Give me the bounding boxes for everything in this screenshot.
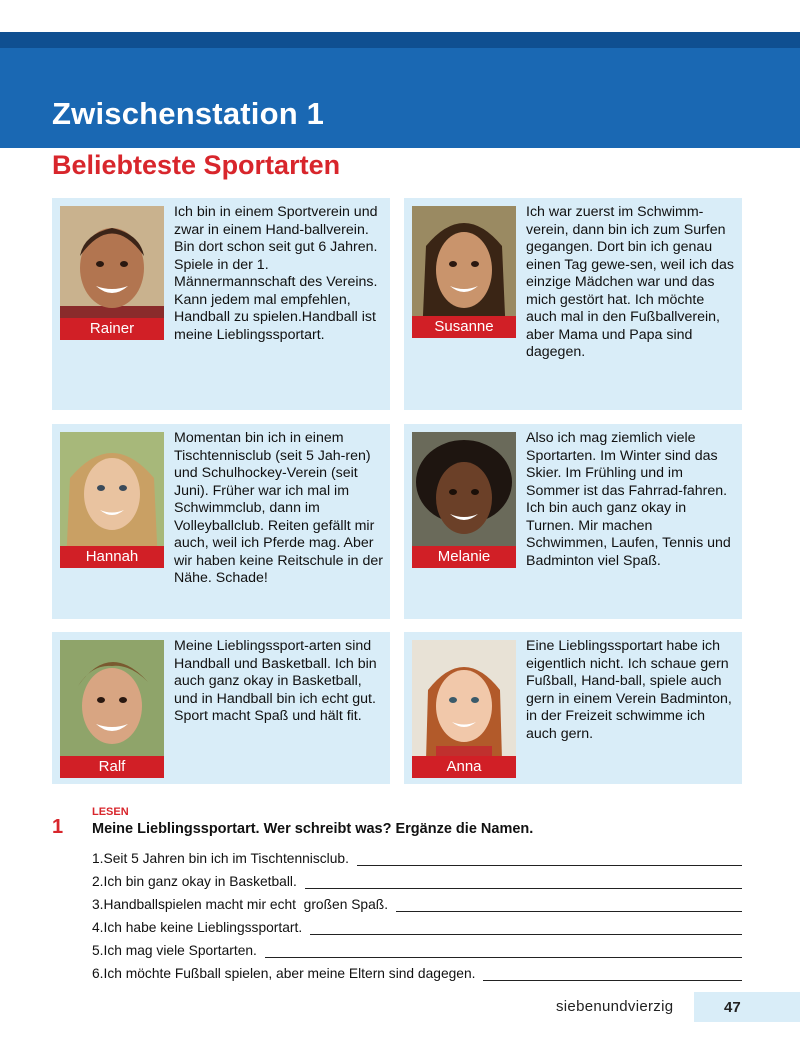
card-text: Also ich mag ziemlich viele Sportarten. Im Winter sind das Skier. Im Frühling und im Sommer ist das Fahrrad-fahren. Ich bin auch ganz okay in Turnen. Mir machen Schwimmen, Laufen, Tennis und Badminton viel Spaß. [526, 430, 731, 569]
chapter-title: Zwischenstation 1 [52, 96, 325, 131]
header-top-edge [0, 32, 800, 48]
page-number-word: siebenundvierzig [556, 998, 674, 1015]
exercise-item [92, 938, 742, 958]
portrait-photo [60, 432, 164, 564]
item-number: 2. [92, 874, 104, 889]
portrait-photo [412, 432, 516, 564]
item-sentence: Ich habe keine Lieblingssportart. [103, 920, 303, 935]
exercise-item [92, 869, 742, 889]
profile-card-hannah [52, 424, 390, 619]
name-tag: Ralf [60, 756, 164, 778]
name-tag: Hannah [60, 546, 164, 568]
name-tag: Rainer [60, 318, 164, 340]
card-text: Momentan bin ich in einem Tischtennisclub (seit 5 Jah-ren) und Schulhockey-Verein (seit Juni). Früher war ich mal im Schwimmclub, dann im Volleyballclub. Reiten gefällt mir auch, weil ich Pferde mag. Aber wir haben keine Reitschule in der Nähe. Schade! [174, 430, 383, 586]
exercise-skill-label: LESEN [92, 806, 129, 818]
exercise-item [92, 961, 742, 981]
page-number: 47 [724, 999, 741, 1016]
name-tag: Anna [412, 756, 516, 778]
card-text: Ich bin in einem Sportverein und zwar in einem Hand-ballverein. Bin dort schon seit gut 6 Jahren. Spiele in der 1. Männermannschaft des Vereins. Kann jedem mal empfehlen, Handball zu spielen.Handball ist meine Lieblingssportart. [174, 204, 378, 343]
exercise-item [92, 892, 742, 912]
item-number: 1. [92, 851, 104, 866]
item-sentence: Ich möchte Fußball spielen, aber meine Eltern sind dagegen. [103, 966, 476, 981]
name-tag: Susanne [412, 316, 516, 338]
answer-blank[interactable] [305, 875, 742, 889]
answer-blank[interactable] [483, 967, 742, 981]
exercise-number: 1 [52, 816, 64, 838]
item-sentence: Ich mag viele Sportarten. [103, 943, 257, 958]
name-tag: Melanie [412, 546, 516, 568]
portrait-photo [412, 640, 516, 772]
exercise-item [92, 915, 742, 935]
exercise-item [92, 846, 742, 866]
item-number: 3. [92, 897, 104, 912]
page-number-box [694, 992, 800, 1022]
card-text: Meine Lieblingssport-arten sind Handball und Basketball. Ich bin auch ganz okay in Basketball, und in Handball bin ich echt gut. Sport macht Spaß und hält fit. [174, 638, 377, 724]
exercise-instruction: Meine Lieblingssportart. Wer schreibt was? Ergänze die Namen. [92, 821, 534, 837]
answer-blank[interactable] [310, 921, 742, 935]
profile-card-anna [404, 632, 742, 784]
item-sentence: Ich bin ganz okay in Basketball. [103, 874, 297, 889]
item-number: 5. [92, 943, 104, 958]
item-sentence: Seit 5 Jahren bin ich im Tischtennisclub. [103, 851, 349, 866]
item-number: 4. [92, 920, 104, 935]
card-text: Eine Lieblingssportart habe ich eigentlich nicht. Ich schaue gern Fußball, Hand-ball, spiele auch gern in einem Verein Badminton, in der Freizeit schwimme ich auch gern. [526, 638, 732, 742]
item-number: 6. [92, 966, 104, 981]
profile-card-melanie [404, 424, 742, 619]
profile-card-susanne [404, 198, 742, 410]
item-sentence: Handballspielen macht mir echt großen Spaß. [103, 897, 389, 912]
answer-blank[interactable] [265, 944, 742, 958]
profile-card-rainer [52, 198, 390, 410]
portrait-photo [60, 640, 164, 772]
answer-blank[interactable] [396, 898, 742, 912]
answer-blank[interactable] [357, 852, 742, 866]
profile-card-ralf [52, 632, 390, 784]
section-title: Beliebteste Sportarten [52, 150, 341, 180]
card-text: Ich war zuerst im Schwimm-verein, dann bin ich zum Surfen gegangen. Dort bin ich genau einen Tag gewe-sen, weil ich das einzige Mädchen war und das mich gestört hat. Ich möchte auch mal in den Fußballverein, aber Mama und Papa sind dagegen. [526, 204, 734, 360]
